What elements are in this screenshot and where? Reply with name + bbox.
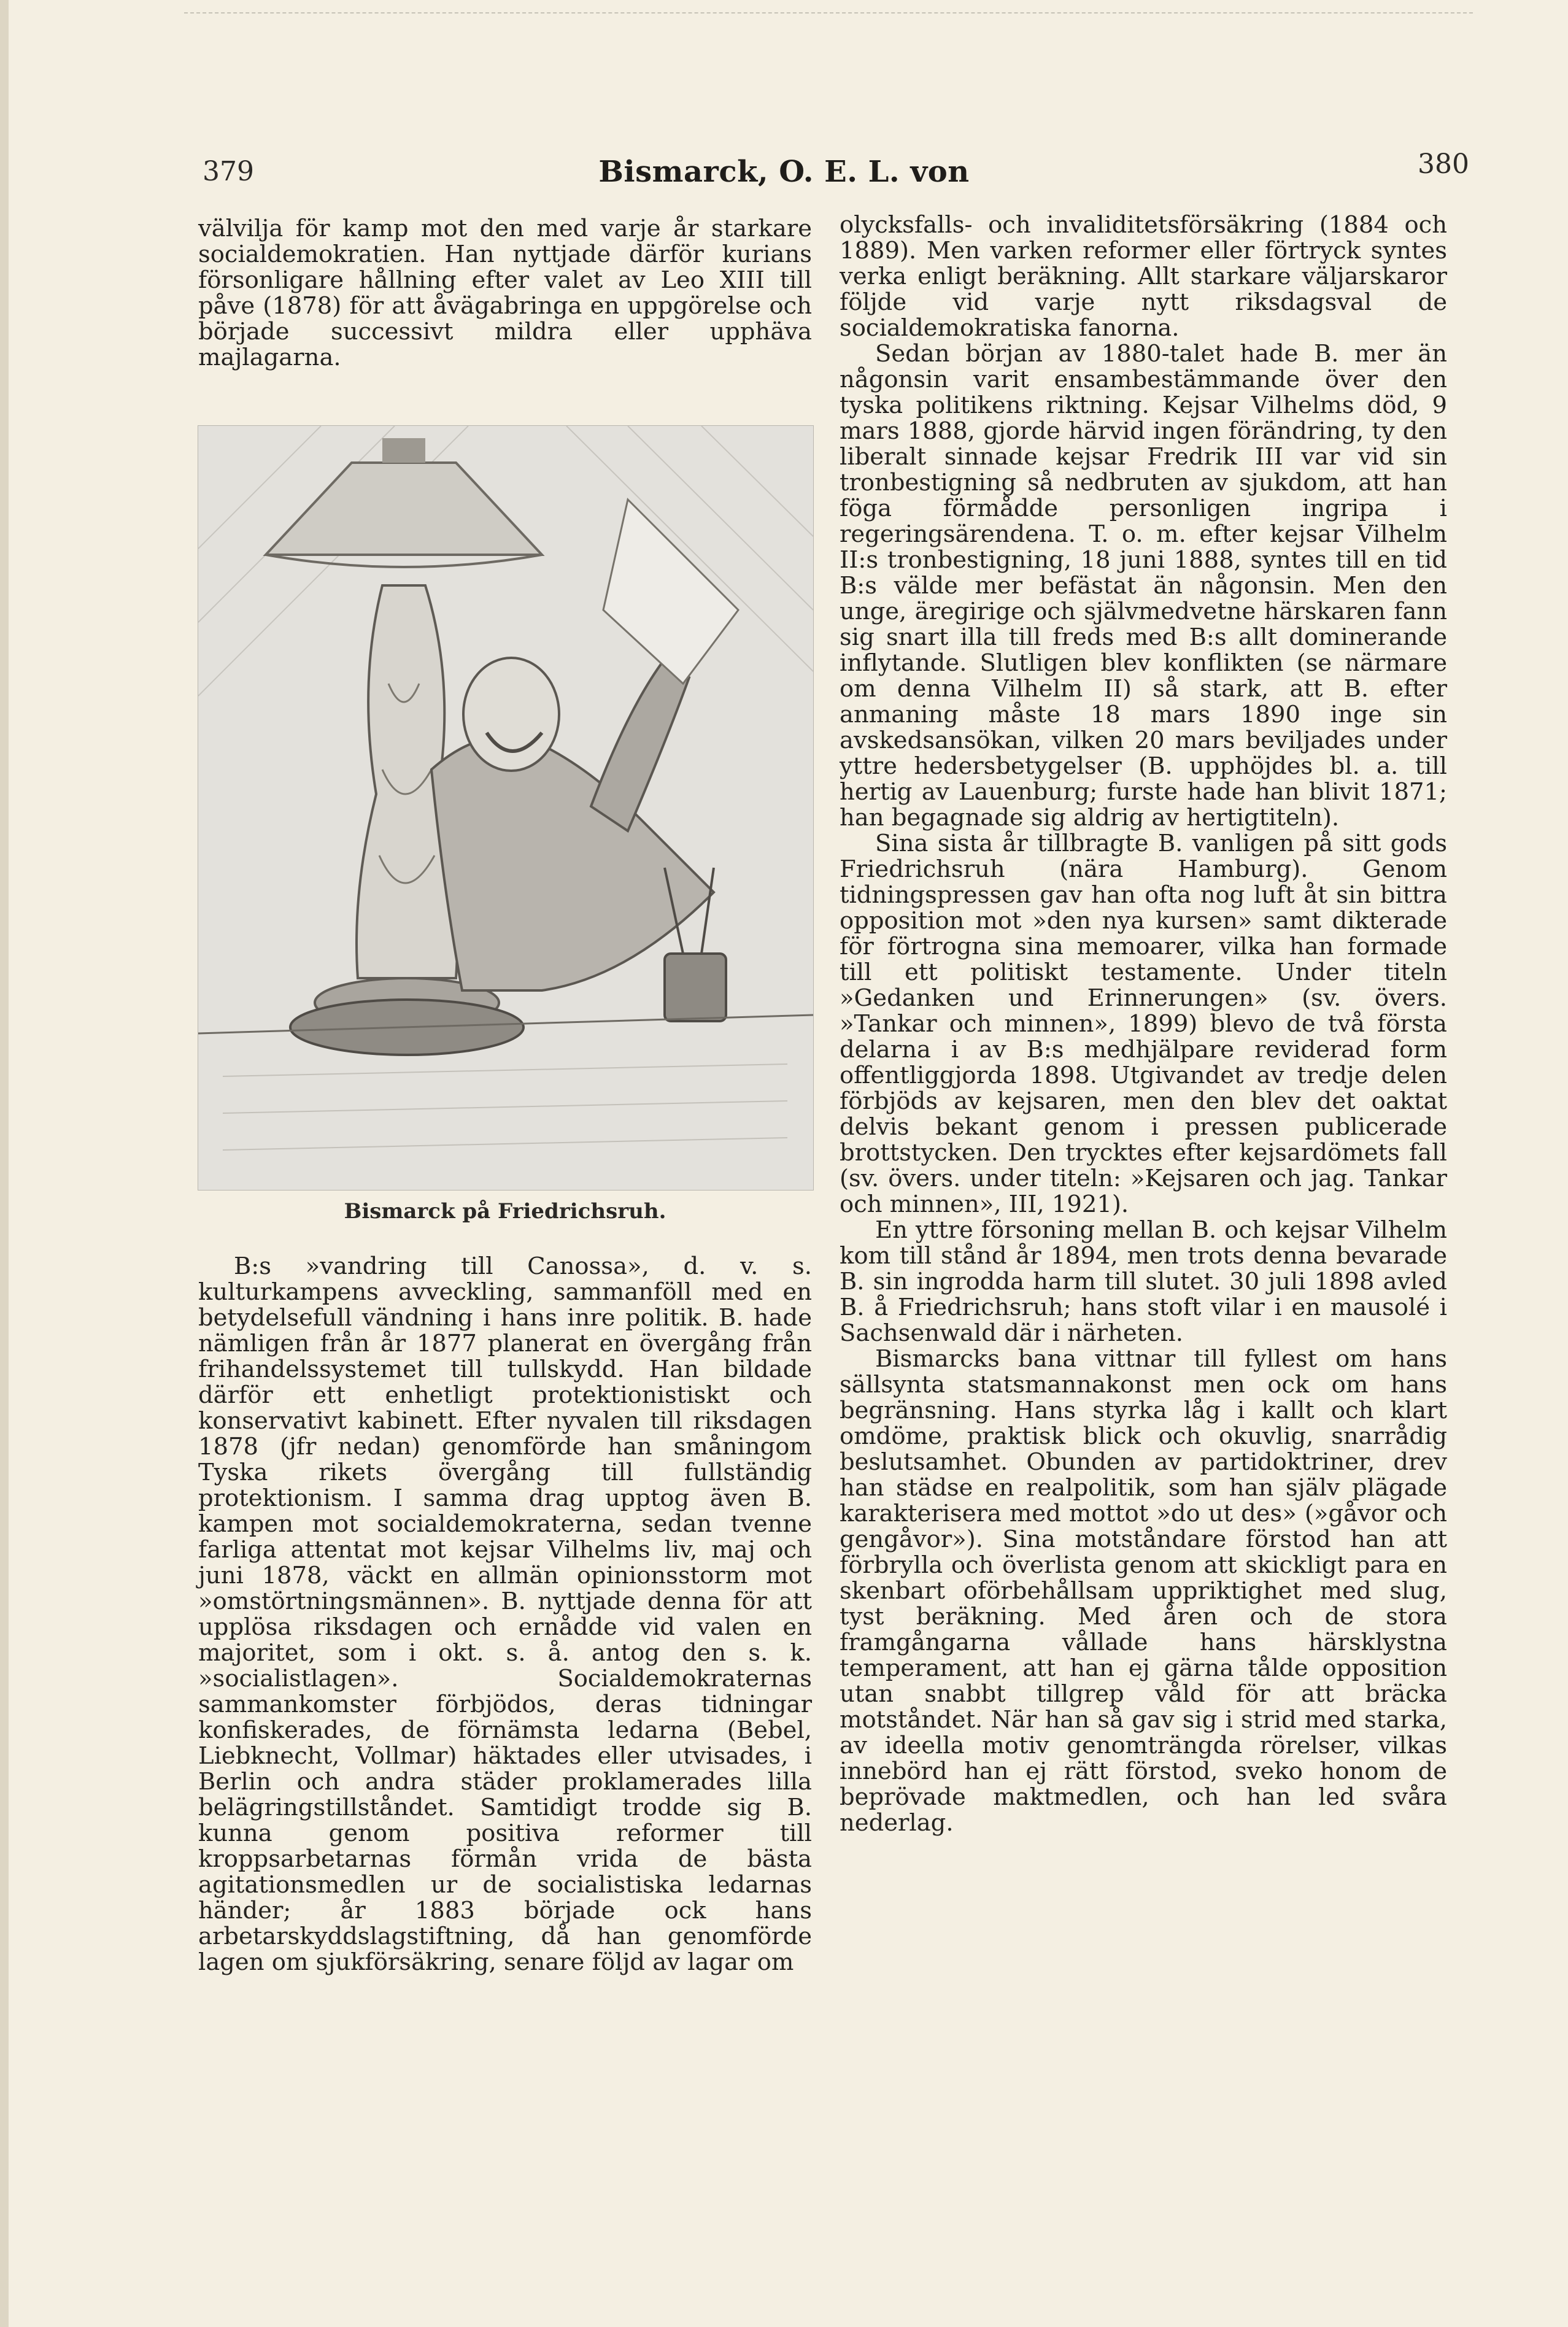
paragraph: Sedan början av 1880-talet hade B. mer än någonsin varit ensambestämmande över den tyska politikens riktning. Kejsar Vilhelms död, 9 mars 1888, gjorde härvid ingen förändring, ty den liberalt sinnade kejsar Fredrik III var vid sin tronbestigning så nedbruten av sjukdom, att han föga förmådde personligen ingripa i regeringsärendena. T. o. m. efter kejsar Vilhelm II:s tronbestigning, 18 juni 1888, syntes till en tid B:s välde mer befästat än någonsin. Men den unge, äregirige och självmedvetne härskaren fann sig snart illa till freds med B:s allt dominerande inflytande. Slutligen blev konflikten (se närmare om denna Vilhelm II) så stark, att B. efter anmaning måste 18 mars 1890 inge sin avskedsansökan, vilken 20 mars beviljades under yttre hedersbetygelser (B. upphöjdes bl. a. till hertig av Lauenburg; furste hade han blivit 1871; han begagnade sig aldrig av hertigtiteln). (840, 340, 1447, 832)
page-edge-shadow (0, 0, 9, 2327)
top-rule (184, 12, 1473, 14)
paragraph: B:s »vandring till Canossa», d. v. s. kulturkampens avveckling, sammanföll med en betydelsefull vändning i hans inre politik. B. hade nämligen från år 1877 planerat en övergång från frihandelssystemet till tullskydd. Han bildade därför ett enhetligt protektionistiskt och konservativt kabinett. Efter nyvalen till riksdagen 1878 (jfr nedan) genomförde han småningom Tyska rikets övergång till fullständig protektionism. I samma drag upptog även B. kampen mot socialdemokraterna, sedan tvenne farliga attentat mot kejsar Vilhelms liv, maj och juni 1878, väckt en allmän opinionsstorm mot »omstörtningsmännen». B. nyttjade denna för att upplösa riksdagen och ernådde vid valen en majoritet, som i okt. s. å. antog den s. k. »socialistlagen». Socialdemokraternas sammankomster förbjödos, deras tidningar konfiskerades, de förnämsta ledarna (Bebel, Liebknecht, Vollmar) häktades eller utvisades, i Berlin och andra städer proklamerades lilla belägringstillståndet. Samtidigt trodde sig B. kunna genom positiva reformer till kroppsarbetarnas förmån vrida de bästa agitationsmedlen ur de socialistiska ledarnas händer; år 1883 började ock hans arbetarskyddslagstiftning, då han genomförde lagen om sjukförsäkring, senare följd av lagar om (198, 1252, 812, 1976)
illustration (198, 425, 814, 1191)
paragraph: Bismarcks bana vittnar till fyllest om hans sällsynta statsmannakonst men ock om hans begränsning. Hans styrka låg i kallt och klart omdöme, praktisk blick och okuvlig, snarrådig beslutsamhet. Obunden av partidoktriner, drev han städse en realpolitik, som han själv plägade karakterisera med mottot »do ut des» (»gåvor och gengåvor»). Sina motståndare förstod han att förbrylla och överlista genom att skickligt para en skenbart oförbehållsam uppriktighet med slug, tyst beräkning. Med åren och de stora framgångarna vållade hans härsklystna temperament, att han ej gärna tålde opposition utan snabbt tillgrep våld för att bräcka motståndet. När han så gav sig i strid med starka, av ideella motiv genomträngda rörelser, vilkas innebörd han ej rätt förstod, sveko honom de beprövade maktmedlen, och han led svåra nederlag. (840, 1345, 1447, 1837)
page-number-right: 380 (1418, 149, 1469, 180)
paragraph: olycksfalls- och invaliditetsförsäkring (1884 och 1889). Men varken reformer eller förtryck syntes verka enligt beräkning. Allt starkare väljarskaror följde vid varje nytt riksdagsval de socialdemokratiska fanorna. (840, 211, 1447, 342)
left-column-bottom (198, 1254, 812, 1975)
paragraph: En yttre försoning mellan B. och kejsar Vilhelm kom till stånd år 1894, men trots denna bevarade B. sin ingrodda harm till slutet. 30 juli 1898 avled B. å Friedrichsruh; hans stoft vilar i en mausolé i Sachsenwald där i närheten. (840, 1216, 1447, 1347)
paragraph: Sina sista år tillbragte B. vanligen på sitt gods Friedrichsruh (nära Hamburg). Genom tidningspressen gav han ofta nog luft åt sin bittra opposition mot »den nya kursen» samt dikterade för förtrogna sina memoarer, vilka han formade till ett politiskt testamente. Under titeln »Gedanken und Erinnerungen» (sv. övers. »Tankar och minnen», 1899) blevo de två första delarna i av B:s medhjälpare reviderad form offentliggjorda 1898. Utgivandet av tredje delen förbjöds av kejsaren, men den blev det oaktat delvis bekant genom i pressen publicerade brottstycken. Den trycktes efter kejsardömets fall (sv. övers. under titeln: »Kejsaren och jag. Tankar och minnen», III, 1921). (840, 830, 1447, 1218)
page-header (0, 146, 1568, 201)
paragraph: välvilja för kamp mot den med varje år starkare socialdemokratien. Han nyttjade därför kurians försonligare hållning efter valet av Leo XIII till påve (1878) för att åvägabringa en uppgörelse och började successivt mildra eller upphäva majlagarna. (198, 215, 812, 371)
page-number-left: 379 (203, 156, 254, 187)
figure-caption: Bismarck på Friedrichsruh. (344, 1199, 666, 1224)
right-column (840, 212, 1447, 1836)
running-title: Bismarck, O. E. L. von (598, 155, 970, 189)
bismarck-sketch-image (198, 426, 813, 1190)
left-column-top (198, 216, 812, 371)
